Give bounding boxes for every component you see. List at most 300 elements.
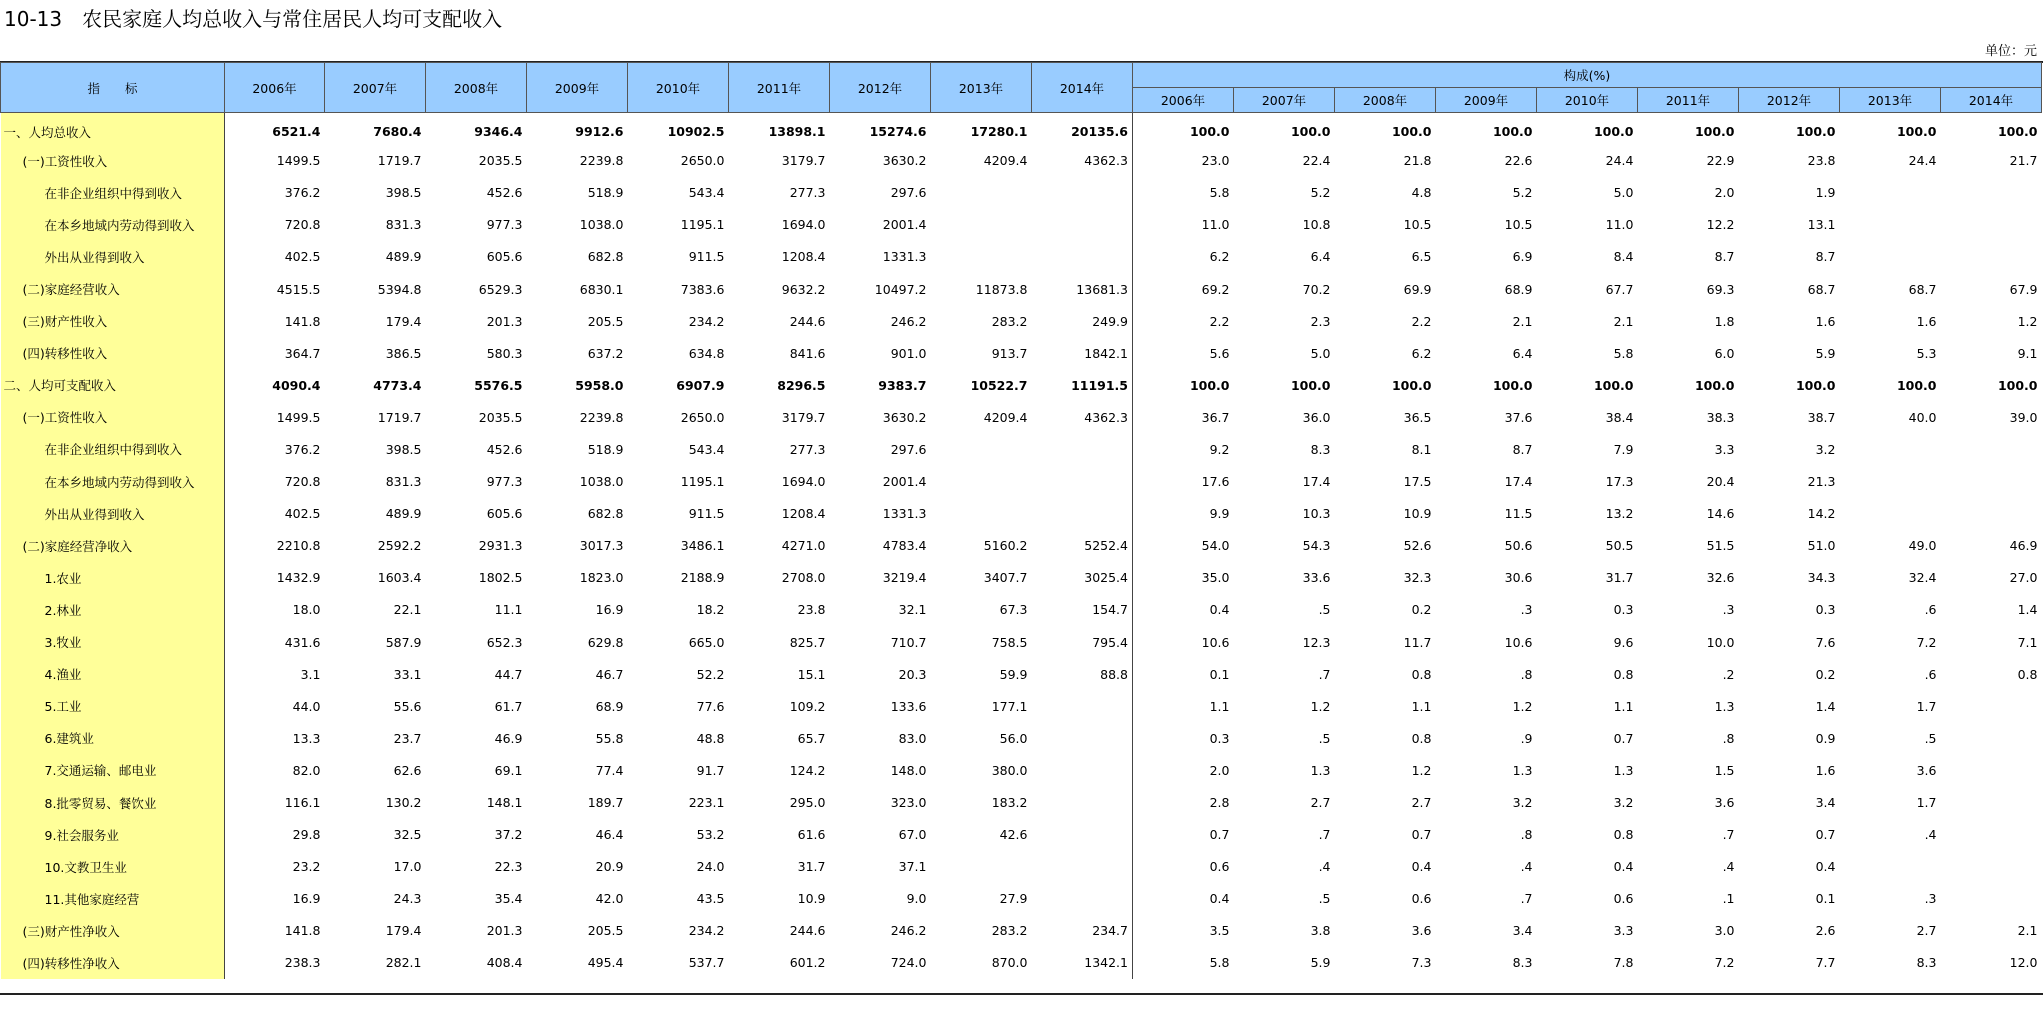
value-cell: 601.2 [789, 955, 826, 971]
percent-cell: 1.3 [1714, 698, 1735, 714]
percent-cell: 2.1 [1512, 313, 1533, 329]
value-cell [931, 498, 1032, 530]
header-year: 2010年 [628, 63, 729, 113]
value-cell: 3407.7 [983, 570, 1028, 586]
percent-cell: 22.6 [1504, 153, 1533, 169]
value-cell [1032, 433, 1133, 465]
row-label: 6.建筑业 [1, 722, 225, 754]
percent-cell: 3.2 [1613, 795, 1634, 811]
value-cell: 452.6 [486, 441, 523, 457]
percent-cell: 52.6 [1403, 538, 1432, 554]
value-cell: 23.7 [393, 730, 422, 746]
value-cell: 20.9 [595, 859, 624, 875]
value-cell: 4090.4 [272, 377, 321, 393]
percent-cell: 12.0 [2009, 955, 2038, 971]
value-cell: 20.3 [898, 666, 927, 682]
value-cell: 5252.4 [1084, 538, 1128, 554]
value-cell: 295.0 [789, 795, 826, 811]
percent-cell: 32.6 [1706, 570, 1735, 586]
table-row [1, 401, 2042, 433]
percent-cell: .6 [1924, 666, 1937, 682]
value-cell: 18.2 [696, 602, 725, 618]
percent-cell: 100.0 [1492, 377, 1533, 393]
percent-cell: 50.5 [1605, 538, 1634, 554]
value-cell: 59.9 [999, 666, 1028, 682]
value-cell: 18.0 [292, 602, 321, 618]
value-cell: 1694.0 [781, 474, 826, 490]
percent-cell: 7.8 [1613, 955, 1634, 971]
header-composition-year: 2013年 [1840, 88, 1941, 113]
value-cell: 283.2 [991, 923, 1028, 939]
row-label: (三)财产性净收入 [1, 915, 225, 947]
percent-cell: 3.6 [1714, 795, 1735, 811]
value-cell: 3179.7 [781, 153, 826, 169]
value-cell: 16.9 [595, 602, 624, 618]
value-cell: 376.2 [284, 185, 321, 201]
value-cell: 244.6 [789, 313, 826, 329]
percent-cell: 100.0 [1795, 377, 1836, 393]
value-cell: 55.8 [595, 730, 624, 746]
percent-cell: 10.0 [1706, 634, 1735, 650]
value-cell: 67.0 [898, 827, 927, 843]
percent-cell: .8 [1722, 730, 1735, 746]
percent-cell: 8.4 [1613, 249, 1634, 265]
percent-cell: 9.9 [1133, 498, 1234, 530]
value-cell: 1823.0 [579, 570, 624, 586]
percent-cell: 54.0 [1133, 530, 1234, 562]
percent-cell: 17.3 [1605, 474, 1634, 490]
percent-cell: 7.2 [1916, 634, 1937, 650]
percent-cell: 38.4 [1605, 409, 1634, 425]
percent-cell: 3.8 [1310, 923, 1331, 939]
value-cell: 52.2 [696, 666, 725, 682]
value-cell: 1208.4 [781, 506, 826, 522]
percent-cell: 21.7 [2009, 153, 2038, 169]
percent-cell [1941, 466, 2042, 498]
percent-cell: 68.9 [1504, 281, 1533, 297]
value-cell: 489.9 [385, 249, 422, 265]
percent-cell: .3 [1722, 602, 1735, 618]
value-cell: 1432.9 [276, 570, 321, 586]
percent-cell: .4 [1520, 859, 1533, 875]
value-cell [931, 209, 1032, 241]
percent-cell: 7.7 [1815, 955, 1836, 971]
percent-cell: 68.7 [1908, 281, 1937, 297]
row-label: 二、人均可支配收入 [1, 369, 225, 401]
row-label: 9.社会服务业 [1, 819, 225, 851]
value-cell: 24.0 [696, 859, 725, 875]
value-cell: 282.1 [385, 955, 422, 971]
value-cell: 831.3 [385, 474, 422, 490]
header-composition: 构成(%) [1133, 63, 2042, 88]
value-cell [1032, 177, 1133, 209]
percent-cell: .4 [1924, 827, 1937, 843]
value-cell: 201.3 [486, 923, 523, 939]
percent-cell: 0.4 [1133, 594, 1234, 626]
value-cell: 9383.7 [878, 377, 927, 393]
table-row [1, 177, 2042, 209]
percent-cell [1840, 466, 1941, 498]
percent-cell: 1.2 [1411, 762, 1432, 778]
header-year: 2006年 [225, 63, 325, 113]
percent-cell: 8.3 [1512, 955, 1533, 971]
value-cell: 234.7 [1092, 923, 1128, 939]
percent-cell: 36.7 [1133, 401, 1234, 433]
percent-cell: .4 [1318, 859, 1331, 875]
value-cell [1032, 690, 1133, 722]
value-cell: 720.8 [284, 217, 321, 233]
percent-cell: 0.7 [1815, 827, 1836, 843]
percent-cell: 2.1 [1613, 313, 1634, 329]
percent-cell: 5.0 [1613, 185, 1634, 201]
table-body [1, 113, 2042, 980]
value-cell: 3630.2 [882, 409, 927, 425]
value-cell: 77.4 [595, 762, 624, 778]
percent-cell: 1.1 [1133, 690, 1234, 722]
table-row [1, 594, 2042, 626]
percent-cell: 1.6 [1815, 762, 1836, 778]
value-cell: 15274.6 [869, 124, 927, 140]
percent-cell: 2.0 [1714, 185, 1735, 201]
percent-cell: 1.1 [1411, 698, 1432, 714]
value-cell: 7680.4 [373, 124, 422, 140]
percent-cell: 46.9 [2009, 538, 2038, 554]
percent-cell: 100.0 [1694, 377, 1735, 393]
percent-cell: 2.7 [1411, 795, 1432, 811]
value-cell: 46.9 [494, 730, 523, 746]
table-row [1, 947, 2042, 979]
value-cell: 15.1 [797, 666, 826, 682]
value-cell: 55.6 [393, 698, 422, 714]
value-cell: 179.4 [385, 313, 422, 329]
percent-cell: 5.2 [1512, 185, 1533, 201]
percent-cell [1840, 209, 1941, 241]
percent-cell: 4.8 [1411, 185, 1432, 201]
value-cell: 977.3 [486, 217, 523, 233]
percent-cell: 2.2 [1133, 305, 1234, 337]
value-cell: 398.5 [385, 441, 422, 457]
percent-cell: 7.2 [1714, 955, 1735, 971]
value-cell: 543.4 [688, 185, 725, 201]
percent-cell: .5 [1924, 730, 1937, 746]
percent-cell: 11.0 [1133, 209, 1234, 241]
value-cell: 724.0 [890, 955, 927, 971]
header-composition-year: 2008年 [1335, 88, 1436, 113]
percent-cell: 68.7 [1807, 281, 1836, 297]
percent-cell: 10.5 [1403, 217, 1432, 233]
value-cell: 4209.4 [983, 153, 1028, 169]
percent-cell: 0.3 [1133, 722, 1234, 754]
header-composition-year: 2012年 [1739, 88, 1840, 113]
table-row [1, 145, 2042, 177]
value-cell: 386.5 [385, 345, 422, 361]
percent-cell: 69.3 [1706, 281, 1735, 297]
table-row [1, 722, 2042, 754]
percent-cell: 0.9 [1815, 730, 1836, 746]
percent-cell: 0.4 [1815, 859, 1836, 875]
value-cell: 710.7 [890, 634, 927, 650]
header-year: 2007年 [325, 63, 426, 113]
value-cell: 283.2 [991, 313, 1028, 329]
percent-cell: 1.3 [1310, 762, 1331, 778]
table-row [1, 786, 2042, 818]
value-cell: 234.2 [688, 313, 725, 329]
header-year: 2014年 [1032, 63, 1133, 113]
value-cell: 2650.0 [680, 409, 725, 425]
value-cell: 27.9 [999, 891, 1028, 907]
value-cell: 179.4 [385, 923, 422, 939]
value-cell: 1195.1 [680, 474, 725, 490]
value-cell: 11191.5 [1071, 377, 1128, 393]
value-cell: 2931.3 [478, 538, 523, 554]
percent-cell: 0.8 [1613, 666, 1634, 682]
value-cell: 223.1 [688, 795, 725, 811]
percent-cell: 39.0 [2009, 409, 2038, 425]
percent-cell: 1.2 [2017, 313, 2038, 329]
value-cell: 154.7 [1092, 602, 1128, 618]
percent-cell: 5.8 [1133, 947, 1234, 979]
value-cell: 489.9 [385, 506, 422, 522]
percent-cell: 6.9 [1512, 249, 1533, 265]
percent-cell: 0.6 [1613, 891, 1634, 907]
percent-cell: 1.7 [1916, 698, 1937, 714]
value-cell [1032, 466, 1133, 498]
value-cell: 9346.4 [474, 124, 523, 140]
percent-cell: .7 [1318, 827, 1331, 843]
value-cell: 16.9 [292, 891, 321, 907]
value-cell: 43.5 [696, 891, 725, 907]
header-year: 2012年 [830, 63, 931, 113]
header-year: 2011年 [729, 63, 830, 113]
percent-cell: 1.6 [1815, 313, 1836, 329]
percent-cell: 69.2 [1133, 273, 1234, 305]
value-cell: 1719.7 [377, 409, 422, 425]
percent-cell: .5 [1318, 602, 1331, 618]
percent-cell: 34.3 [1807, 570, 1836, 586]
percent-cell: 1.8 [1714, 313, 1735, 329]
percent-cell [1941, 754, 2042, 786]
percent-cell [1941, 851, 2042, 883]
page-title [4, 4, 502, 34]
percent-cell: 33.6 [1302, 570, 1331, 586]
header-composition-year: 2011年 [1638, 88, 1739, 113]
value-cell: 44.0 [292, 698, 321, 714]
value-cell: 2239.8 [579, 153, 624, 169]
value-cell: 408.4 [486, 955, 523, 971]
percent-cell: 2.8 [1133, 786, 1234, 818]
value-cell: 380.0 [991, 762, 1028, 778]
percent-cell: 9.2 [1133, 433, 1234, 465]
percent-cell: 0.2 [1815, 666, 1836, 682]
value-cell: 605.6 [486, 249, 523, 265]
percent-cell: 0.3 [1815, 602, 1836, 618]
row-label: 在非企业组织中得到收入 [1, 177, 225, 209]
value-cell: 4783.4 [882, 538, 927, 554]
value-cell: 141.8 [284, 313, 321, 329]
value-cell: 8296.5 [777, 377, 826, 393]
value-cell: 911.5 [688, 249, 725, 265]
percent-cell: 27.0 [2009, 570, 2038, 586]
percent-cell: 38.3 [1706, 409, 1735, 425]
header-composition-year: 2010年 [1537, 88, 1638, 113]
percent-cell: 0.4 [1133, 883, 1234, 915]
percent-cell: 2.7 [1916, 923, 1937, 939]
table-title: 农民家庭人均总收入与常住居民人均可支配收入 [82, 7, 503, 31]
percent-cell: 12.3 [1302, 634, 1331, 650]
percent-cell: 3.5 [1133, 915, 1234, 947]
value-cell: 65.7 [797, 730, 826, 746]
value-cell: 6521.4 [272, 124, 321, 140]
percent-cell: .3 [1520, 602, 1533, 618]
value-cell: 4362.3 [1084, 153, 1128, 169]
value-cell: 3179.7 [781, 409, 826, 425]
value-cell [1032, 786, 1133, 818]
percent-cell: 0.8 [1411, 730, 1432, 746]
percent-cell: 10.8 [1302, 217, 1331, 233]
value-cell: 5576.5 [474, 377, 523, 393]
percent-cell: 8.3 [1310, 441, 1331, 457]
percent-cell: 21.8 [1403, 153, 1432, 169]
percent-cell: 50.6 [1504, 538, 1533, 554]
row-label: 一、人均总收入 [1, 113, 225, 145]
value-cell: 495.4 [587, 955, 624, 971]
percent-cell: .5 [1318, 891, 1331, 907]
percent-cell: 17.4 [1504, 474, 1533, 490]
row-label: (三)财产性收入 [1, 305, 225, 337]
percent-cell: 0.7 [1411, 827, 1432, 843]
table-row [1, 241, 2042, 273]
value-cell: 201.3 [486, 313, 523, 329]
percent-cell: 13.2 [1605, 506, 1634, 522]
row-label: 4.渔业 [1, 658, 225, 690]
percent-cell: 17.5 [1403, 474, 1432, 490]
value-cell: 5958.0 [575, 377, 624, 393]
percent-cell [1941, 819, 2042, 851]
value-cell: 398.5 [385, 185, 422, 201]
value-cell: 44.7 [494, 666, 523, 682]
percent-cell: 2.3 [1310, 313, 1331, 329]
percent-cell: 1.6 [1916, 313, 1937, 329]
percent-cell [1941, 241, 2042, 273]
unit-label: 单位：元 [1984, 44, 2037, 59]
value-cell: 22.3 [494, 859, 523, 875]
value-cell [1032, 241, 1133, 273]
value-cell: 4362.3 [1084, 409, 1128, 425]
header-year: 2009年 [527, 63, 628, 113]
percent-cell: 100.0 [1694, 124, 1735, 140]
value-cell: 133.6 [890, 698, 927, 714]
value-cell [931, 466, 1032, 498]
value-cell: 6830.1 [579, 281, 624, 297]
value-cell: 56.0 [999, 730, 1028, 746]
value-cell: 1842.1 [1084, 345, 1128, 361]
value-cell: 634.8 [688, 345, 725, 361]
percent-cell: 32.3 [1403, 570, 1432, 586]
percent-cell: 32.4 [1908, 570, 1937, 586]
percent-cell [1941, 209, 2042, 241]
value-cell: 580.3 [486, 345, 523, 361]
percent-cell: 100.0 [1593, 124, 1634, 140]
percent-cell: 100.0 [1593, 377, 1634, 393]
percent-cell: 30.6 [1504, 570, 1533, 586]
value-cell: 116.1 [284, 795, 321, 811]
value-cell: 62.6 [393, 762, 422, 778]
table-row [1, 690, 2042, 722]
percent-cell: 8.3 [1916, 955, 1937, 971]
value-cell: 870.0 [991, 955, 1028, 971]
value-cell: 1719.7 [377, 153, 422, 169]
percent-cell: .2 [1722, 666, 1735, 682]
percent-cell: 100.0 [1290, 377, 1331, 393]
value-cell: 277.3 [789, 441, 826, 457]
table-row [1, 658, 2042, 690]
value-cell: 1603.4 [377, 570, 422, 586]
percent-cell: 54.3 [1302, 538, 1331, 554]
value-cell: 323.0 [890, 795, 927, 811]
percent-cell: 0.8 [2017, 666, 2038, 682]
percent-cell: 38.7 [1807, 409, 1836, 425]
value-cell: 148.0 [890, 762, 927, 778]
percent-cell: 2.1 [2017, 923, 2038, 939]
percent-cell: 17.6 [1133, 466, 1234, 498]
value-cell: 13.3 [292, 730, 321, 746]
value-cell: 297.6 [890, 185, 927, 201]
value-cell: 238.3 [284, 955, 321, 971]
value-cell: 35.4 [494, 891, 523, 907]
value-cell: 77.6 [696, 698, 725, 714]
percent-cell: .6 [1924, 602, 1937, 618]
value-cell: 234.2 [688, 923, 725, 939]
table-row [1, 209, 2042, 241]
value-cell: 91.7 [696, 762, 725, 778]
percent-cell: 11.0 [1605, 217, 1634, 233]
percent-cell: 5.9 [1310, 955, 1331, 971]
percent-cell: 100.0 [1896, 377, 1937, 393]
value-cell: 977.3 [486, 474, 523, 490]
value-cell: 37.2 [494, 827, 523, 843]
value-cell: 61.6 [797, 827, 826, 843]
value-cell: 913.7 [991, 345, 1028, 361]
percent-cell [1941, 433, 2042, 465]
percent-cell: 37.6 [1504, 409, 1533, 425]
percent-cell: 100.0 [1133, 113, 1234, 145]
percent-cell [1941, 498, 2042, 530]
value-cell: 246.2 [890, 313, 927, 329]
row-label: 8.批零贸易、餐饮业 [1, 786, 225, 818]
value-cell: 42.0 [595, 891, 624, 907]
value-cell: 2035.5 [478, 153, 523, 169]
value-cell: 831.3 [385, 217, 422, 233]
percent-cell: .8 [1520, 666, 1533, 682]
value-cell: 9.0 [906, 891, 927, 907]
percent-cell [1941, 883, 2042, 915]
row-label: (四)转移性净收入 [1, 947, 225, 979]
percent-cell: .4 [1722, 859, 1735, 875]
value-cell: 23.2 [292, 859, 321, 875]
percent-cell: .7 [1722, 827, 1735, 843]
header-composition-year: 2014年 [1941, 88, 2042, 113]
value-cell: 13898.1 [768, 124, 826, 140]
value-cell: 452.6 [486, 185, 523, 201]
percent-cell: 11.7 [1403, 634, 1432, 650]
percent-cell: 100.0 [1492, 124, 1533, 140]
value-cell: 2188.9 [680, 570, 725, 586]
value-cell: 124.2 [789, 762, 826, 778]
row-label: 1.农业 [1, 562, 225, 594]
percent-cell: 3.3 [1714, 441, 1735, 457]
value-cell: 364.7 [284, 345, 321, 361]
value-cell: 32.5 [393, 827, 422, 843]
